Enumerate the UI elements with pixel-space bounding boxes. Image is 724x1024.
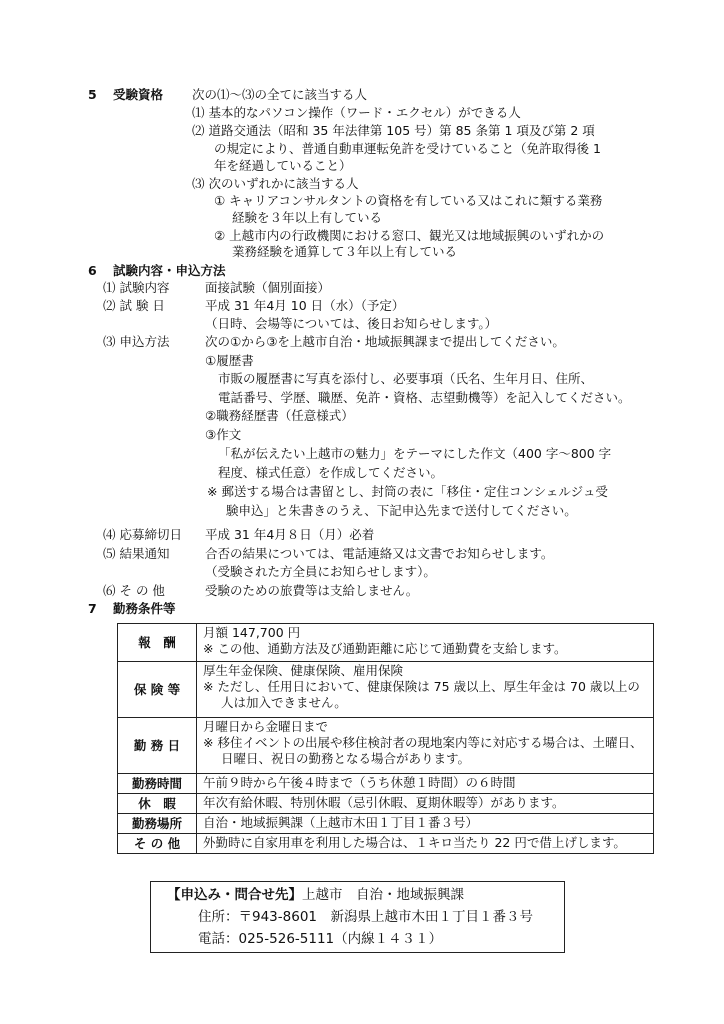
row-value: 厚生年金保険、健康保険、雇用保険 ※ ただし、任用日において、健康保険は 75 歳以上、厚生年金は 70 歳以上の人は加入できません。 [197, 662, 654, 718]
table-row [118, 662, 654, 718]
exam-date-label: ⑵ 試 験 日 [103, 298, 165, 313]
table-row [118, 834, 654, 854]
row-value: 午前９時から午後４時まで（うち休憩１時間）の６時間 [197, 774, 654, 794]
exam-content-value: 面接試験（個別面接） [205, 280, 331, 295]
result-notice-label: ⑸ 結果通知 [103, 546, 170, 561]
section5-item1: ⑴ 基本的なパソコン操作（ワード・エクセル）ができる人 [192, 105, 521, 120]
table-row [118, 774, 654, 794]
section5-number: 5 [88, 87, 97, 102]
section5-item2-line1: ⑵ 道路交通法（昭和 35 年法律第 105 号）第 85 条第 1 項及び第 2 項 [192, 123, 595, 138]
apply-method-label: ⑶ 申込方法 [103, 334, 170, 349]
doc1-line1: 市販の履歴書に写真を添付し、必要事項（氏名、生年月日、住所、 [218, 371, 594, 386]
table-row [118, 718, 654, 774]
contact-heading: 【申込み・問合せ先】 [167, 887, 302, 903]
row-value: 外勤時に自家用車を利用した場合は、１キロ当たり 22 円で借上げします。 [197, 834, 654, 854]
mail-note-line2: 験申込」と朱書きのうえ、下記申込先まで送付してください。 [226, 503, 577, 518]
row-label: 勤 務 日 [118, 718, 197, 774]
doc3-line2: 程度、様式任意）を作成してください。 [218, 465, 444, 480]
doc1-line2: 電話番号、学歴、職歴、免許・資格、志望動機等）を記入してください。 [218, 390, 631, 405]
section7-number: 7 [88, 601, 97, 616]
row-label: 報 酬 [118, 624, 197, 662]
section5-sub2-line2: 業務経験を通算して３年以上有している [232, 244, 458, 259]
row-label: そ の 他 [118, 834, 197, 854]
exam-content-label: ⑴ 試験内容 [103, 280, 170, 295]
section7-heading: 勤務条件等 [113, 601, 176, 616]
row-label: 勤務場所 [118, 814, 197, 834]
exam-date-value: 平成 31 年4月 10 日（水）（予定） [205, 298, 405, 313]
row-value: 月曜日から金曜日まで ※ 移住イベントの出展や移住検討者の現地案内等に対応する場合は、土曜日、日曜日、祝日の勤務となる場合があります。 [197, 718, 654, 774]
mail-note-line1: ※ 郵送する場合は書留とし、封筒の表に「移住・定住コンシェルジュ受 [207, 484, 608, 499]
section5-sub1-line2: 経験を３年以上有している [232, 210, 383, 225]
section5-heading: 受験資格 [113, 87, 164, 102]
doc1-title: ①履歴書 [205, 353, 254, 368]
row-label: 勤務時間 [118, 774, 197, 794]
section6-number: 6 [88, 263, 97, 278]
deadline-value: 平成 31 年4月８日（月）必着 [205, 527, 375, 542]
row-value: 自治・地域振興課（上越市木田１丁目１番３号） [197, 814, 654, 834]
section5-item2-line2: の規定により、普通自動車運転免許を受けていること（免許取得後 1 [214, 141, 601, 156]
section5-sub1-line1: ① キャリアコンサルタントの資格を有している又はこれに類する業務 [214, 193, 603, 208]
contact-address: 住所：〒943-8601 新潟県上越市木田１丁目１番３号 [198, 909, 533, 925]
row-value: 年次有給休暇、特別休暇（忌引休暇、夏期休暇等）があります。 [197, 794, 654, 814]
table-row [118, 814, 654, 834]
apply-method-value: 次の①から③を上越市自治・地域振興課まで提出してください。 [205, 334, 565, 349]
table-row [118, 794, 654, 814]
doc3-line1: 「私が伝えたい上越市の魅力」をテーマにした作文（400 字～800 字 [218, 446, 612, 461]
other-label: ⑹ そ の 他 [103, 583, 165, 598]
doc3-title: ③作文 [205, 427, 242, 442]
row-label: 休 暇 [118, 794, 197, 814]
contact-box [150, 881, 565, 953]
deadline-label: ⑷ 応募締切日 [103, 527, 182, 542]
section5-sub2-line1: ② 上越市内の行政機関における窓口、観光又は地域振興のいずれかの [214, 228, 605, 243]
other-value: 受験のための旅費等は支給しません。 [205, 583, 419, 598]
exam-date-note: （日時、会場等については、後日お知らせします。） [205, 316, 498, 331]
section5-item3: ⑶ 次のいずれかに該当する人 [192, 176, 359, 191]
section6-heading: 試験内容・申込方法 [113, 263, 226, 278]
row-label: 保 険 等 [118, 662, 197, 718]
contact-title [167, 886, 464, 904]
row-value: 月額 147,700 円 ※ この他、通勤方法及び通勤距離に応じて通勤費を支給します。 [197, 624, 654, 662]
contact-org: 上越市 自治・地域振興課 [302, 887, 464, 903]
contact-phone: 電話：025-526-5111（内線１４３１） [198, 931, 443, 947]
work-conditions-table [117, 623, 654, 854]
result-notice-note: （受験された方全員にお知らせします）。 [205, 564, 436, 579]
section5-item2-line3: 年を経過していること） [214, 158, 352, 173]
table-row [118, 624, 654, 662]
result-notice-value: 合否の結果については、電話連絡又は文書でお知らせします。 [205, 546, 554, 561]
doc2-title: ②職務経歴書（任意様式） [205, 408, 354, 423]
section5-intro: 次の⑴～⑶の全てに該当する人 [192, 87, 368, 102]
